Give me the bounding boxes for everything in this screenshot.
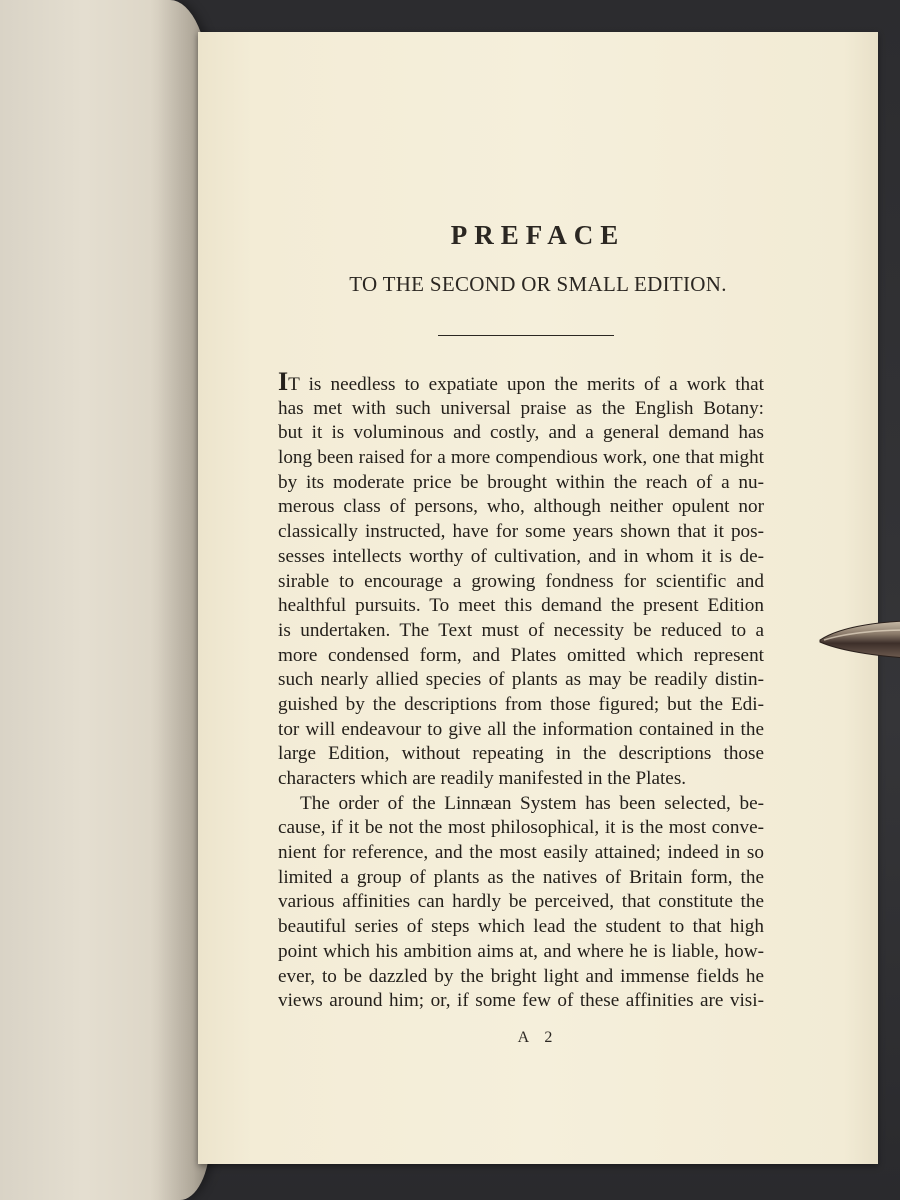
paragraph-line: large Edition, without repeating in the descriptions those	[278, 743, 764, 765]
paragraph-line: nient for reference, and the most easily attained; indeed in so	[278, 842, 764, 864]
paragraph-line: point which his ambition aims at, and where he is liable, how-	[278, 940, 764, 962]
paragraph-line: classically instructed, have for some years shown that it pos-	[278, 521, 764, 543]
preface-body	[278, 367, 764, 1014]
paragraph-line: beautiful series of steps which lead the student to that high	[278, 916, 764, 938]
paragraph-1	[278, 367, 764, 792]
metal-clip-icon	[818, 618, 900, 660]
drop-initial: I	[278, 367, 289, 396]
paragraph-line: such nearly allied species of plants as may be readily distin-	[278, 669, 764, 691]
paragraph-line: is undertaken. The Text must of necessity be reduced to a	[278, 619, 764, 641]
paragraph-line: merous class of persons, who, although neither opulent nor	[278, 496, 764, 518]
paragraph-line: views around him; or, if some few of these affinities are visi-	[278, 990, 764, 1012]
left-page-edge	[0, 0, 210, 1200]
paragraph-line: sesses intellects worthy of cultivation, and in whom it is de-	[278, 545, 764, 567]
page-title: PREFACE	[450, 220, 626, 250]
paragraph-line: characters which are readily manifested in the Plates.	[278, 768, 687, 789]
paragraph-line: cause, if it be not the most philosophical, it is the most conve-	[278, 817, 764, 839]
paragraph-line: has met with such universal praise as the English Botany:	[278, 397, 764, 419]
paragraph-line: by its moderate price be brought within the reach of a nu-	[278, 471, 764, 493]
signature-mark: A 2	[517, 1029, 559, 1046]
paragraph-line: but it is voluminous and costly, and a general demand has	[278, 422, 764, 444]
paragraph-line: guished by the descriptions from those figured; but the Edi-	[278, 693, 764, 715]
paragraph-line: long been raised for a more compendious work, one that might	[278, 447, 764, 469]
paragraph-2	[278, 792, 764, 1014]
paragraph-line: ever, to be dazzled by the bright light and immense fields he	[278, 965, 764, 987]
paragraph-line: IT is needless to expatiate upon the merits of a work that	[278, 367, 764, 396]
book-page	[198, 32, 878, 1164]
paragraph-line: tor will endeavour to give all the information contained in the	[278, 718, 764, 740]
title-rule	[438, 335, 614, 336]
paragraph-line: sirable to encourage a growing fondness for scientific and	[278, 570, 764, 592]
paragraph-line: limited a group of plants as the natives of Britain form, the	[278, 866, 764, 888]
paragraph-line: various affinities can hardly be perceived, that constitute the	[278, 891, 764, 913]
paragraph-line: The order of the Linnæan System has been selected, be-	[300, 792, 764, 814]
page-subtitle: TO THE SECOND OR SMALL EDITION.	[349, 272, 727, 296]
paragraph-line: more condensed form, and Plates omitted which represent	[278, 644, 764, 666]
paragraph-line: healthful pursuits. To meet this demand the present Edition	[278, 595, 764, 617]
